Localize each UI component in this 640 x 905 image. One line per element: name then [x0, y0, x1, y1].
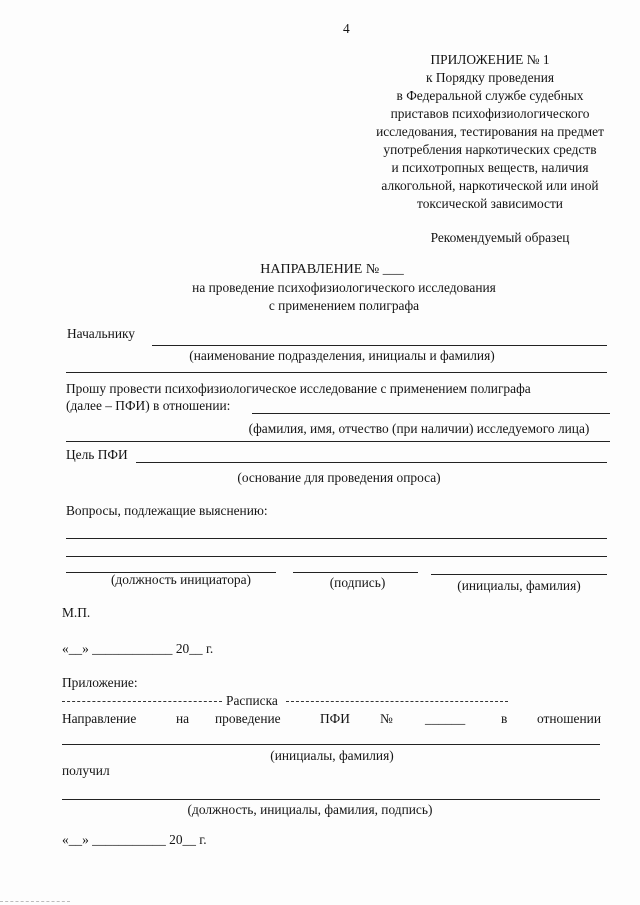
questions-line[interactable] [66, 538, 607, 539]
receipt-full-line[interactable] [62, 799, 600, 800]
appendix-line: приставов психофизиологического [390, 106, 590, 121]
appendix-line: токсической зависимости [417, 196, 563, 211]
receipt-word: № [380, 711, 393, 726]
appendix-line: исследования, тестирования на предмет [376, 124, 604, 139]
date-field[interactable]: «__» ____________ 20__ г. [62, 641, 214, 656]
receipt-full-hint: (должность, инициалы, фамилия, подпись) [187, 802, 433, 817]
signature-line[interactable] [293, 572, 418, 573]
receipt-number-field[interactable]: ______ [425, 711, 466, 726]
attachment-label: Приложение: [62, 675, 138, 690]
date-field[interactable]: «__» ___________ 20__ г. [62, 832, 207, 847]
receipt-separator-left [62, 701, 222, 702]
doc-subtitle-line: на проведение психофизиологического исследования [192, 280, 496, 295]
subject-hint: (фамилия, имя, отчество (при наличии) исследуемого лица) [248, 421, 590, 436]
page-number: 4 [343, 21, 350, 36]
receipt-title: Расписка [226, 693, 278, 708]
scan-edge-mark [0, 901, 70, 902]
head-hint: (наименование подразделения, инициалы и фамилия) [189, 348, 495, 363]
purpose-label: Цель ПФИ [66, 447, 128, 462]
receipt-word: в [501, 711, 508, 726]
head-field-line[interactable] [152, 345, 607, 346]
questions-label: Вопросы, подлежащие выяснению: [66, 503, 268, 518]
appendix-title: ПРИЛОЖЕНИЕ № 1 [430, 52, 550, 67]
appendix-line: в Федеральной службе судебных [396, 88, 584, 103]
name-line[interactable] [431, 574, 607, 575]
name-hint: (инициалы, фамилия) [457, 578, 581, 593]
questions-line[interactable] [66, 556, 607, 557]
receipt-name-line[interactable] [62, 744, 600, 745]
signature-hint: (подпись) [329, 575, 386, 590]
receipt-separator-right [286, 701, 508, 702]
request-line: Прошу провести психофизиологическое исследование с применением полиграфа [66, 381, 531, 396]
received-label: получил [62, 763, 110, 778]
appendix-line: алкогольной, наркотической или иной [381, 178, 599, 193]
purpose-hint: (основание для проведения опроса) [237, 470, 441, 485]
request-line: (далее – ПФИ) в отношении: [66, 398, 231, 413]
receipt-word: ПФИ [320, 711, 350, 726]
position-hint: (должность инициатора) [110, 572, 252, 587]
receipt-word: отношении [537, 711, 601, 726]
receipt-word: на [176, 711, 190, 726]
blank-line[interactable] [66, 441, 610, 442]
appendix-line: к Порядку проведения [425, 70, 555, 85]
appendix-line: и психотропных веществ, наличия [391, 160, 589, 175]
receipt-name-hint: (инициалы, фамилия) [270, 748, 394, 763]
sample-note: Рекомендуемый образец [430, 230, 570, 245]
appendix-line: употребления наркотических средств [383, 142, 597, 157]
head-label: Начальнику [67, 326, 136, 341]
doc-title: НАПРАВЛЕНИЕ № ___ [260, 262, 404, 277]
subject-field-line[interactable] [252, 413, 610, 414]
stamp-label: М.П. [62, 605, 91, 620]
receipt-word: проведение [215, 711, 281, 726]
receipt-word: Направление [62, 711, 137, 726]
blank-line[interactable] [66, 372, 607, 373]
doc-subtitle-line: с применением полиграфа [268, 298, 420, 313]
purpose-field-line[interactable] [136, 462, 607, 463]
